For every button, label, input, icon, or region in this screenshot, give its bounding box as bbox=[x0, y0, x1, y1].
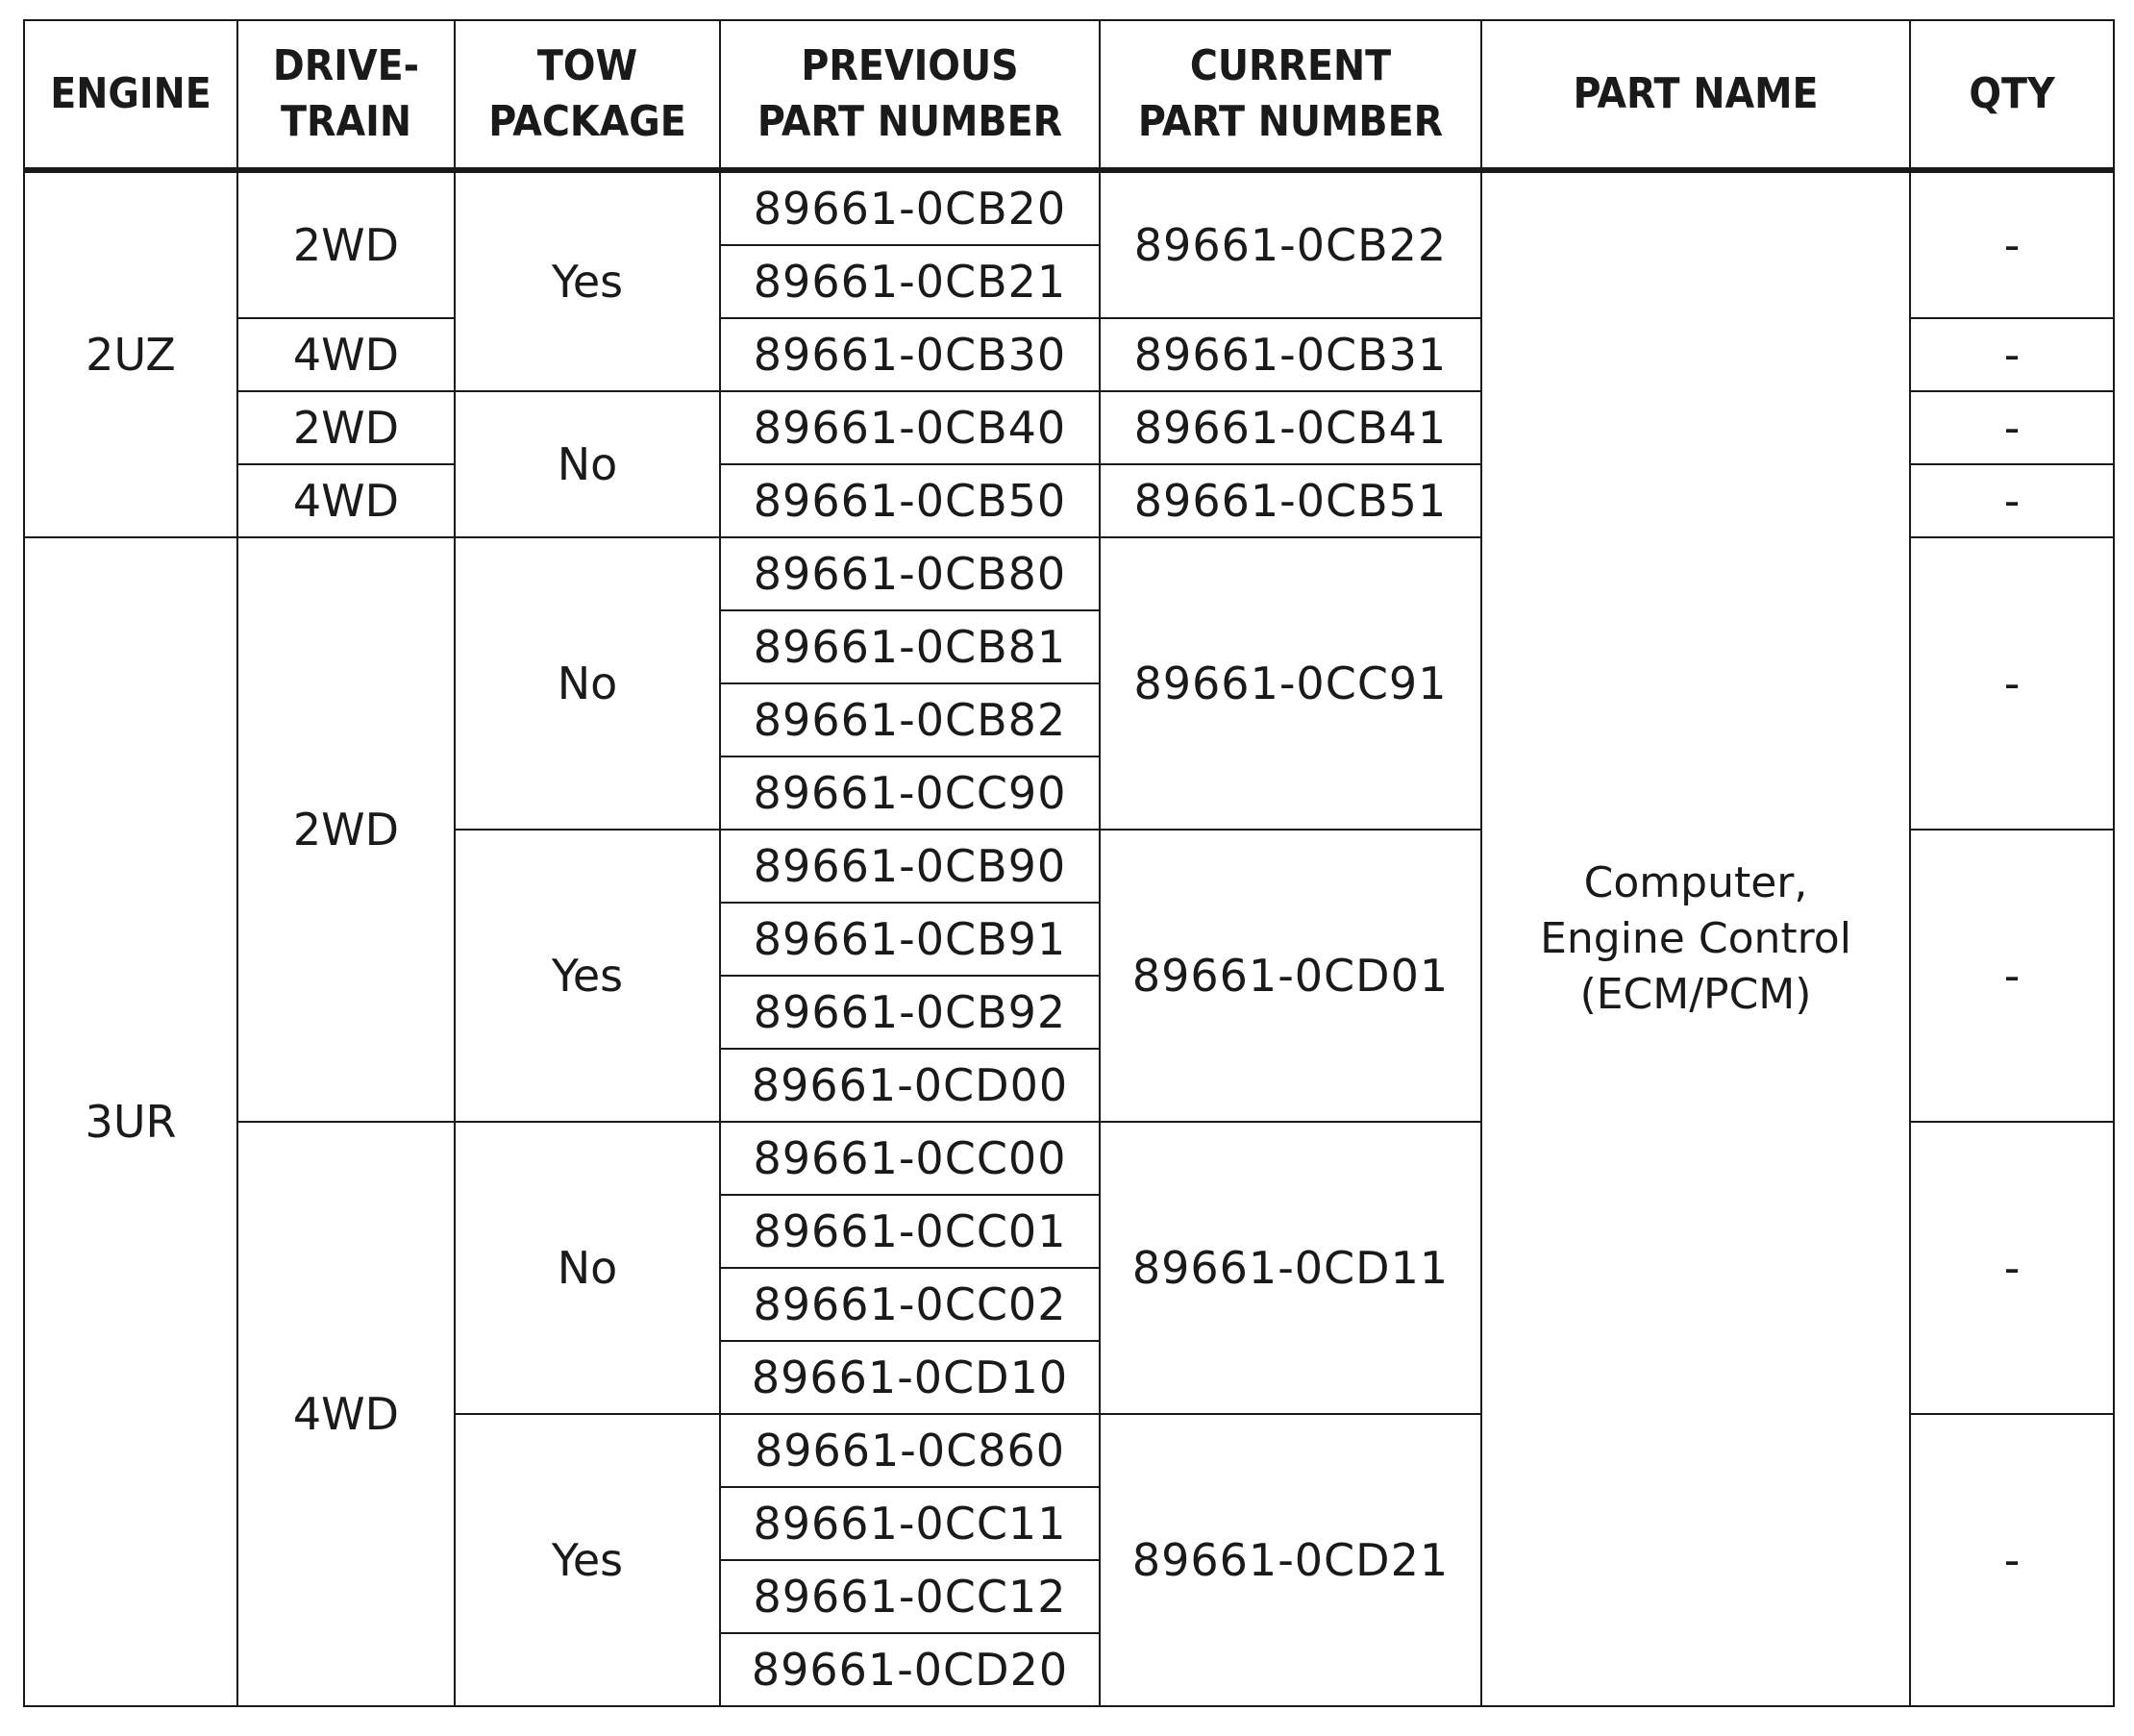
previous-part-number: 89661-0CC00 bbox=[720, 1122, 1100, 1195]
drivetrain-cell: 4WD bbox=[237, 464, 455, 537]
previous-part-number: 89661-0CB50 bbox=[720, 464, 1100, 537]
previous-part-number: 89661-0CC01 bbox=[720, 1195, 1100, 1268]
current-part-number: 89661-0CC91 bbox=[1100, 537, 1481, 830]
current-part-number: 89661-0CD01 bbox=[1100, 830, 1481, 1122]
drivetrain-cell: 4WD bbox=[237, 1122, 455, 1706]
header-current-part-number: CURRENT PART NUMBER bbox=[1100, 20, 1481, 170]
drivetrain-cell: 2WD bbox=[237, 170, 455, 318]
drivetrain-cell: 4WD bbox=[237, 318, 455, 391]
previous-part-number: 89661-0CC02 bbox=[720, 1268, 1100, 1341]
drivetrain-cell: 2WD bbox=[237, 391, 455, 464]
header-engine: ENGINE bbox=[24, 20, 237, 170]
engine-cell: 2UZ bbox=[24, 170, 237, 537]
tow-package-cell: No bbox=[455, 1122, 720, 1414]
previous-part-number: 89661-0CB92 bbox=[720, 976, 1100, 1049]
qty-cell: - bbox=[1910, 391, 2114, 464]
part-name-cell: Computer, Engine Control (ECM/PCM) bbox=[1481, 170, 1910, 1706]
current-part-number: 89661-0CB22 bbox=[1100, 170, 1481, 318]
previous-part-number: 89661-0CB40 bbox=[720, 391, 1100, 464]
previous-part-number: 89661-0CC90 bbox=[720, 756, 1100, 830]
tow-package-cell: Yes bbox=[455, 1414, 720, 1706]
header-qty: QTY bbox=[1910, 20, 2114, 170]
previous-part-number: 89661-0CB20 bbox=[720, 170, 1100, 245]
tow-package-cell: No bbox=[455, 391, 720, 537]
qty-cell: - bbox=[1910, 1414, 2114, 1706]
parts-table bbox=[23, 19, 2115, 1707]
current-part-number: 89661-0CB31 bbox=[1100, 318, 1481, 391]
previous-part-number: 89661-0CB30 bbox=[720, 318, 1100, 391]
qty-cell: - bbox=[1910, 1122, 2114, 1414]
previous-part-number: 89661-0CC11 bbox=[720, 1487, 1100, 1560]
previous-part-number: 89661-0CB82 bbox=[720, 683, 1100, 756]
drivetrain-cell: 2WD bbox=[237, 537, 455, 1122]
previous-part-number: 89661-0CC12 bbox=[720, 1560, 1100, 1633]
previous-part-number: 89661-0CB91 bbox=[720, 903, 1100, 976]
previous-part-number: 89661-0CD00 bbox=[720, 1049, 1100, 1122]
current-part-number: 89661-0CB41 bbox=[1100, 391, 1481, 464]
header-drivetrain: DRIVE- TRAIN bbox=[237, 20, 455, 170]
tow-package-cell: Yes bbox=[455, 170, 720, 391]
header-previous-part-number: PREVIOUS PART NUMBER bbox=[720, 20, 1100, 170]
table-row bbox=[24, 170, 2114, 245]
header-tow-package: TOW PACKAGE bbox=[455, 20, 720, 170]
tow-package-cell: No bbox=[455, 537, 720, 830]
header-part-name: PART NAME bbox=[1481, 20, 1910, 170]
engine-cell: 3UR bbox=[24, 537, 237, 1706]
previous-part-number: 89661-0CB90 bbox=[720, 830, 1100, 903]
qty-cell: - bbox=[1910, 170, 2114, 318]
header-row bbox=[24, 20, 2114, 170]
current-part-number: 89661-0CD21 bbox=[1100, 1414, 1481, 1706]
previous-part-number: 89661-0CB81 bbox=[720, 610, 1100, 683]
previous-part-number: 89661-0CB21 bbox=[720, 245, 1100, 318]
qty-cell: - bbox=[1910, 318, 2114, 391]
previous-part-number: 89661-0CB80 bbox=[720, 537, 1100, 610]
previous-part-number: 89661-0CD20 bbox=[720, 1633, 1100, 1706]
previous-part-number: 89661-0CD10 bbox=[720, 1341, 1100, 1414]
qty-cell: - bbox=[1910, 464, 2114, 537]
current-part-number: 89661-0CD11 bbox=[1100, 1122, 1481, 1414]
previous-part-number: 89661-0C860 bbox=[720, 1414, 1100, 1487]
tow-package-cell: Yes bbox=[455, 830, 720, 1122]
qty-cell: - bbox=[1910, 537, 2114, 830]
qty-cell: - bbox=[1910, 830, 2114, 1122]
current-part-number: 89661-0CB51 bbox=[1100, 464, 1481, 537]
